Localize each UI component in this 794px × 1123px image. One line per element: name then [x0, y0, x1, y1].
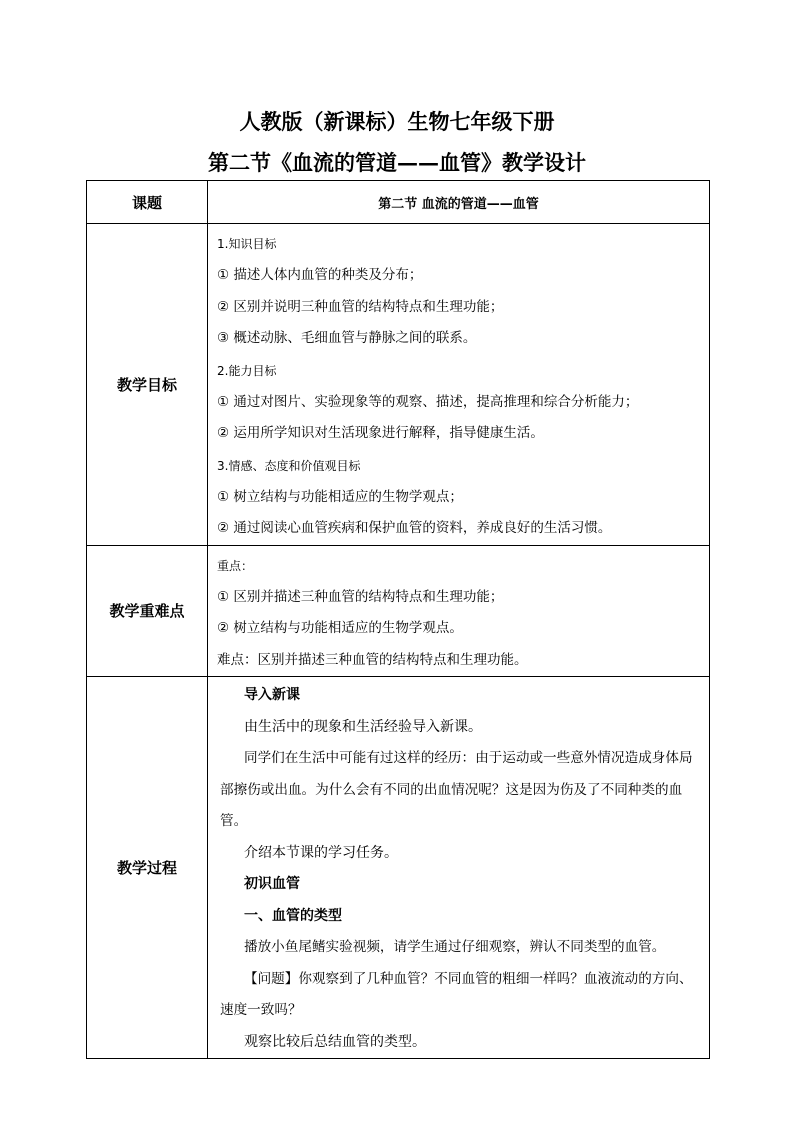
- row-label-process: 教学过程: [87, 677, 208, 1059]
- table-row-keypoints: [87, 545, 710, 677]
- goal-line: ② 运用所学知识对生活现象进行解释，指导健康生活。: [217, 425, 544, 441]
- goal-line: ① 通过对图片、实验现象等的观察、描述，提高推理和综合分析能力；: [217, 393, 639, 410]
- process-heading: 初识血管: [244, 876, 300, 892]
- goal-line: ① 树立结构与功能相适应的生物学观点；: [217, 488, 463, 505]
- process-heading: 导入新课: [244, 687, 300, 703]
- row-label-goals: 教学目标: [87, 224, 208, 546]
- goal-line: 2.能力目标: [217, 363, 277, 378]
- row-label-topic: 课题: [87, 181, 208, 224]
- process-heading: 一、血管的类型: [244, 907, 342, 924]
- goal-line: ② 区别并说明三种血管的结构特点和生理功能；: [217, 298, 504, 315]
- goal-line: ② 通过阅读心血管疾病和保护血管的资料，养成良好的生活习惯。: [217, 520, 612, 536]
- goal-line: ① 描述人体内血管的种类及分布；: [217, 267, 423, 283]
- process-paragraph: 同学们在生活中可能有过这样的经历：由于运动或一些意外情况造成身体局部擦伤或出血。为什么会有不同的出血情况呢？这是因为伤及了不同种类的血管。: [220, 750, 693, 829]
- keypoint-line: ① 区别并描述三种血管的结构特点和生理功能；: [217, 588, 504, 605]
- process-content: [208, 677, 710, 1059]
- process-paragraph: 播放小鱼尾鳍实验视频，请学生通过仔细观察，辨认不同类型的血管。: [244, 939, 666, 955]
- process-paragraph: 观察比较后总结血管的类型。: [244, 1033, 426, 1050]
- topic-value: 第二节 血流的管道——血管: [208, 181, 710, 224]
- table-row-goals: [87, 224, 710, 546]
- keypoint-line: 难点：区别并描述三种血管的结构特点和生理功能。: [217, 651, 528, 668]
- goals-content: [208, 224, 710, 546]
- goal-line: 3.情感、态度和价值观目标: [217, 458, 361, 473]
- keypoints-content: [208, 545, 710, 677]
- document-subtitle: 第二节《血流的管道——血管》教学设计: [208, 150, 586, 175]
- goal-line: ③ 概述动脉、毛细血管与静脉之间的联系。: [217, 330, 477, 346]
- table-row-process: [87, 677, 710, 1059]
- table-row-topic: [87, 181, 710, 224]
- document-title: 人教版（新课标）生物七年级下册: [239, 109, 555, 134]
- keypoint-line: 重点：: [217, 558, 254, 573]
- lesson-plan-table: [86, 180, 710, 1059]
- process-paragraph: 【问题】你观察到了几种血管？不同血管的粗细一样吗？血液流动的方向、速度一致吗？: [220, 970, 693, 1018]
- process-paragraph: 由生活中的现象和生活经验导入新课。: [244, 718, 482, 735]
- goal-line: 1.知识目标: [217, 237, 277, 251]
- row-label-keypoints: 教学重难点: [87, 545, 208, 677]
- keypoint-line: ② 树立结构与功能相适应的生物学观点。: [217, 620, 463, 636]
- process-paragraph: 介绍本节课的学习任务。: [244, 844, 398, 861]
